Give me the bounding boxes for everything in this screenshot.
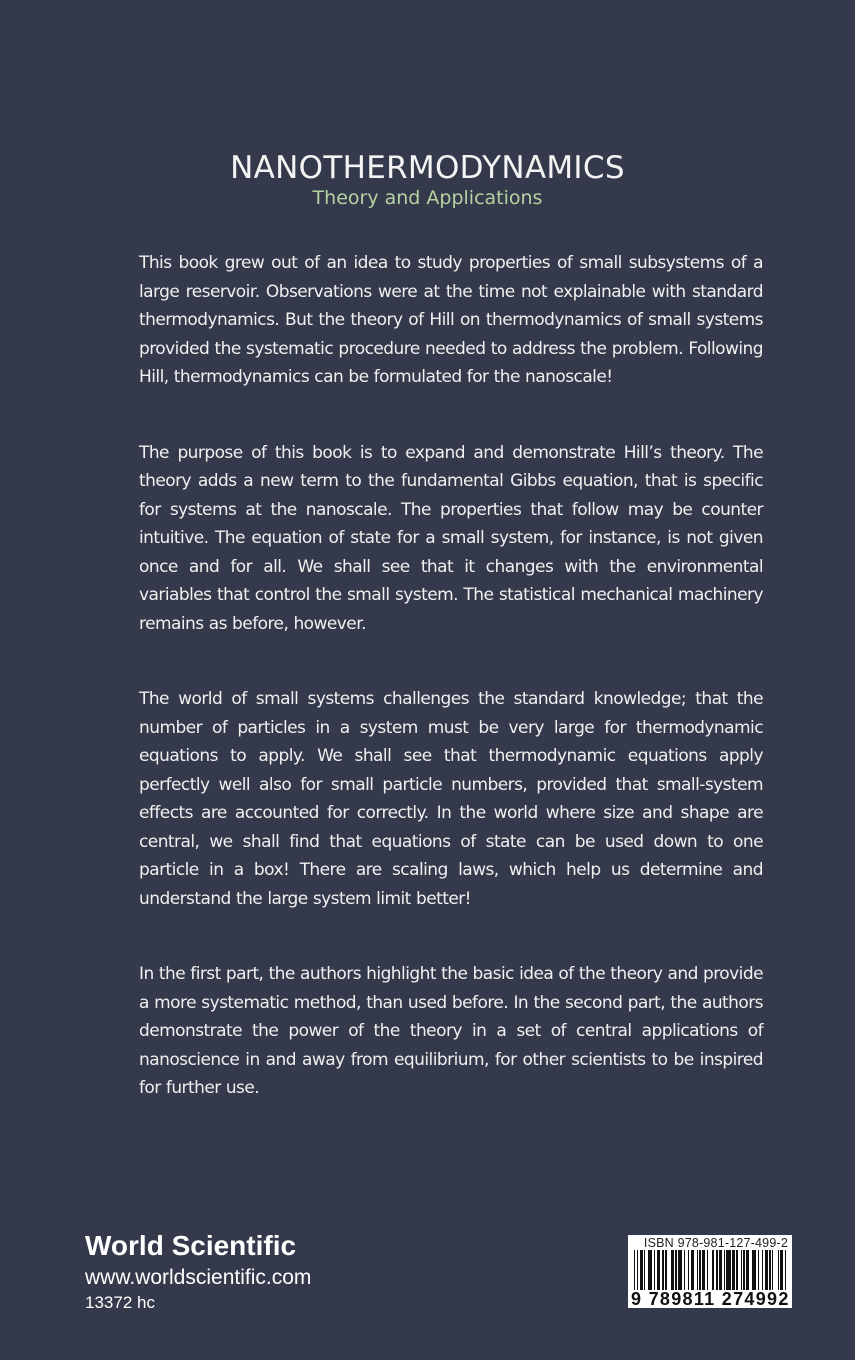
blurb-paragraph-3: The world of small systems challenges the standard knowledge; that the number of particles in a system must be very large for thermodynamic equations to apply. We shall see that thermodynamic equations apply perfectly well also for small particle numbers, provided that small-system effects are accounted for correctly. In the world where size and shape are central, we shall find that equations of state can be used down to one particle in a box! There are scaling laws, which help us determine and understand the large system limit better! bbox=[139, 689, 763, 909]
publisher-name: World Scientific bbox=[85, 1230, 297, 1261]
isbn-label: ISBN 978-981-127-499-2 bbox=[643, 1236, 788, 1250]
barcode-bars-icon bbox=[634, 1250, 788, 1292]
blurb bbox=[139, 249, 763, 1150]
publisher-block bbox=[85, 1230, 311, 1314]
blurb-paragraph-2: The purpose of this book is to expand and demonstrate Hill’s theory. The theory adds a new term to the fundamental Gibbs equation, that is specific for systems at the nanoscale. The properties that follow may be counter intuitive. The equation of state for a small system, for instance, is not given once and for all. We shall see that it changes with the environmental variables that control the small system. The statistical mechanical machinery remains as before, however. bbox=[139, 442, 763, 634]
publisher-url: www.worldscientific.com bbox=[85, 1266, 312, 1289]
catalog-code: 13372 hc bbox=[85, 1293, 155, 1312]
isbn-barcode bbox=[628, 1235, 792, 1308]
book-subtitle: Theory and Applications bbox=[312, 187, 543, 209]
blurb-paragraph-1: This book grew out of an idea to study properties of small subsystems of a large reservoir. Observations were at the time not explainable with standard thermodynamics. But the theory of Hill on thermodynamics of small systems provided the systematic procedure needed to address the problem. Following Hill, thermodynamics can be formulated for the nanoscale! bbox=[139, 253, 763, 387]
book-title: NANOTHERMODYNAMICS bbox=[230, 150, 625, 186]
blurb-paragraph-4: In the first part, the authors highlight the basic idea of the theory and provide a more systematic method, than used before. In the second part, the authors demonstrate the power of the theory in a set of central applications of nanoscience in and away from equilibrium, for other scientists to be inspired for further use. bbox=[139, 964, 763, 1098]
isbn-digits: 9 789811 274992 bbox=[631, 1289, 790, 1309]
